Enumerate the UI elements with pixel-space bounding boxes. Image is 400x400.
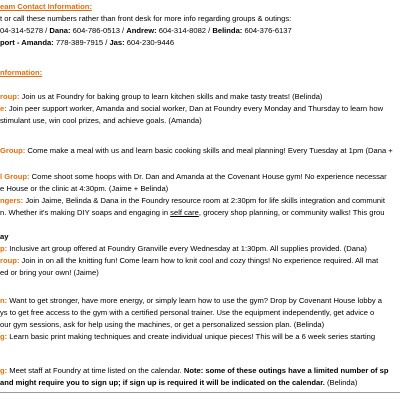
amanda-phone: 778-389-7915 /: [53, 38, 110, 47]
contact-phones-row-2: [0, 38, 174, 48]
belinda-phone: 604-376-6137: [242, 26, 292, 35]
section2-text: ed or bring your own! (Jaime): [0, 268, 99, 277]
jas-label: Jas:: [109, 38, 125, 47]
contact-intro: [0, 14, 291, 24]
section4-note: and might require you to sign up; if sign up is required it will be indicated on the calendar.: [0, 378, 325, 387]
group-line: [0, 116, 202, 126]
information-heading-text: nformation:: [0, 68, 43, 77]
section3-line: [0, 320, 324, 330]
section3-text: Want to get stronger, have more energy, or simply learn how to use the gym? Drop by Covenant House lobby a: [7, 296, 382, 305]
group-text: , grocery shop planning, or community walks! This grou: [198, 208, 385, 217]
section4-line: [0, 366, 389, 376]
belinda-label: Belinda:: [212, 26, 243, 35]
group-text: e House or the clinic at 4:30pm. (Jaime + Belinda): [0, 184, 169, 193]
dana-label: Dana:: [49, 26, 71, 35]
group-line: [0, 208, 384, 218]
group-text: Join peer support worker, Amanda and social worker, Dan at Foundry every Monday and Thursday to learn how: [6, 104, 384, 113]
section2-heading-text: ay: [0, 232, 9, 241]
group-label: e:: [0, 104, 7, 113]
phone-text: 04-314-5278 /: [0, 26, 50, 35]
section2-text: Join in on all the knitting fun! Come learn how to knit cool and cozy things! No experience required. All mat: [19, 256, 379, 265]
section3-label: n:: [0, 296, 8, 305]
amanda-label: port - Amanda:: [0, 38, 54, 47]
group-label: roup:: [0, 92, 20, 101]
section3-text: Learn basic print making techniques and create individual unique pieces! This will be a 6 week series starting: [7, 332, 376, 341]
group-label: Group:: [0, 146, 26, 155]
section3-text: ys to get free access to the gym with a certified personal trainer. Use the equipment independently, get advice o: [0, 308, 375, 317]
andrew-phone: 604-314-8082 /: [156, 26, 213, 35]
section3-line: [0, 308, 374, 318]
group-text: Come shoot some hoops with Dr. Dan and Amanda at the Covenant House gym! No experience necessar: [29, 172, 387, 181]
group-text: stimulant use, win cool prizes, and achieve goals. (Amanda): [0, 116, 202, 125]
section4-text: Meet staff at Foundry at time listed on the calendar.: [7, 366, 184, 375]
group-text: Come make a meal with us and learn basic cooking skills and meal planning! Every Tuesday at 1pm (Dana +: [25, 146, 393, 155]
section4-label: g:: [0, 366, 8, 375]
section4-tail: (Belinda): [324, 378, 358, 387]
information-heading: [0, 68, 42, 78]
jas-phone: 604-230-9446: [124, 38, 175, 47]
group-label: l Group:: [0, 172, 30, 181]
section3-text: our gym sessions, ask for help using the machines, or get a personalized session plan. (Belinda): [0, 320, 325, 329]
heading-text: eam Contact Information:: [0, 2, 92, 11]
dana-phone: 604-786-0513 /: [70, 26, 127, 35]
group-label: ngers:: [0, 196, 24, 205]
section2-label: roup:: [0, 256, 20, 265]
section2-heading: [0, 232, 8, 242]
group-line: [0, 104, 383, 114]
section3-label: g:: [0, 332, 8, 341]
group-text: n. Whether it's making DIY soaps and engaging in: [0, 208, 171, 217]
group-line: [0, 172, 387, 182]
andrew-label: Andrew:: [126, 26, 157, 35]
group-text: Join us at Foundry for baking group to learn kitchen skills and make tasty treats! (Belinda): [19, 92, 323, 101]
group-line: [0, 184, 168, 194]
self-care-text: self care: [170, 208, 199, 217]
section2-label: p:: [0, 244, 8, 253]
group-line: [0, 196, 385, 206]
section2-line: [0, 256, 378, 266]
group-line: [0, 92, 322, 102]
section3-line: [0, 332, 375, 342]
section2-line: [0, 244, 367, 254]
section2-text: Inclusive art group offered at Foundry Granville every Wednesday at 1:30pm. All supplies provided. (Dana): [7, 244, 367, 253]
section3-line: [0, 296, 382, 306]
contact-phones-row-1: [0, 26, 292, 36]
team-contact-heading: [0, 2, 92, 12]
divider: [0, 392, 400, 393]
intro-text: t or call these numbers rather than front desk for more info regarding groups & outings:: [0, 14, 292, 23]
group-line: [0, 146, 393, 156]
section4-line: [0, 378, 357, 388]
section4-note: Note: some of these outings have a limited number of sp: [183, 366, 389, 375]
section2-line: [0, 268, 99, 278]
group-text: Join Jaime, Belinda & Dana in the Foundry resource room at 2:30pm for life skills integration and communit: [23, 196, 385, 205]
